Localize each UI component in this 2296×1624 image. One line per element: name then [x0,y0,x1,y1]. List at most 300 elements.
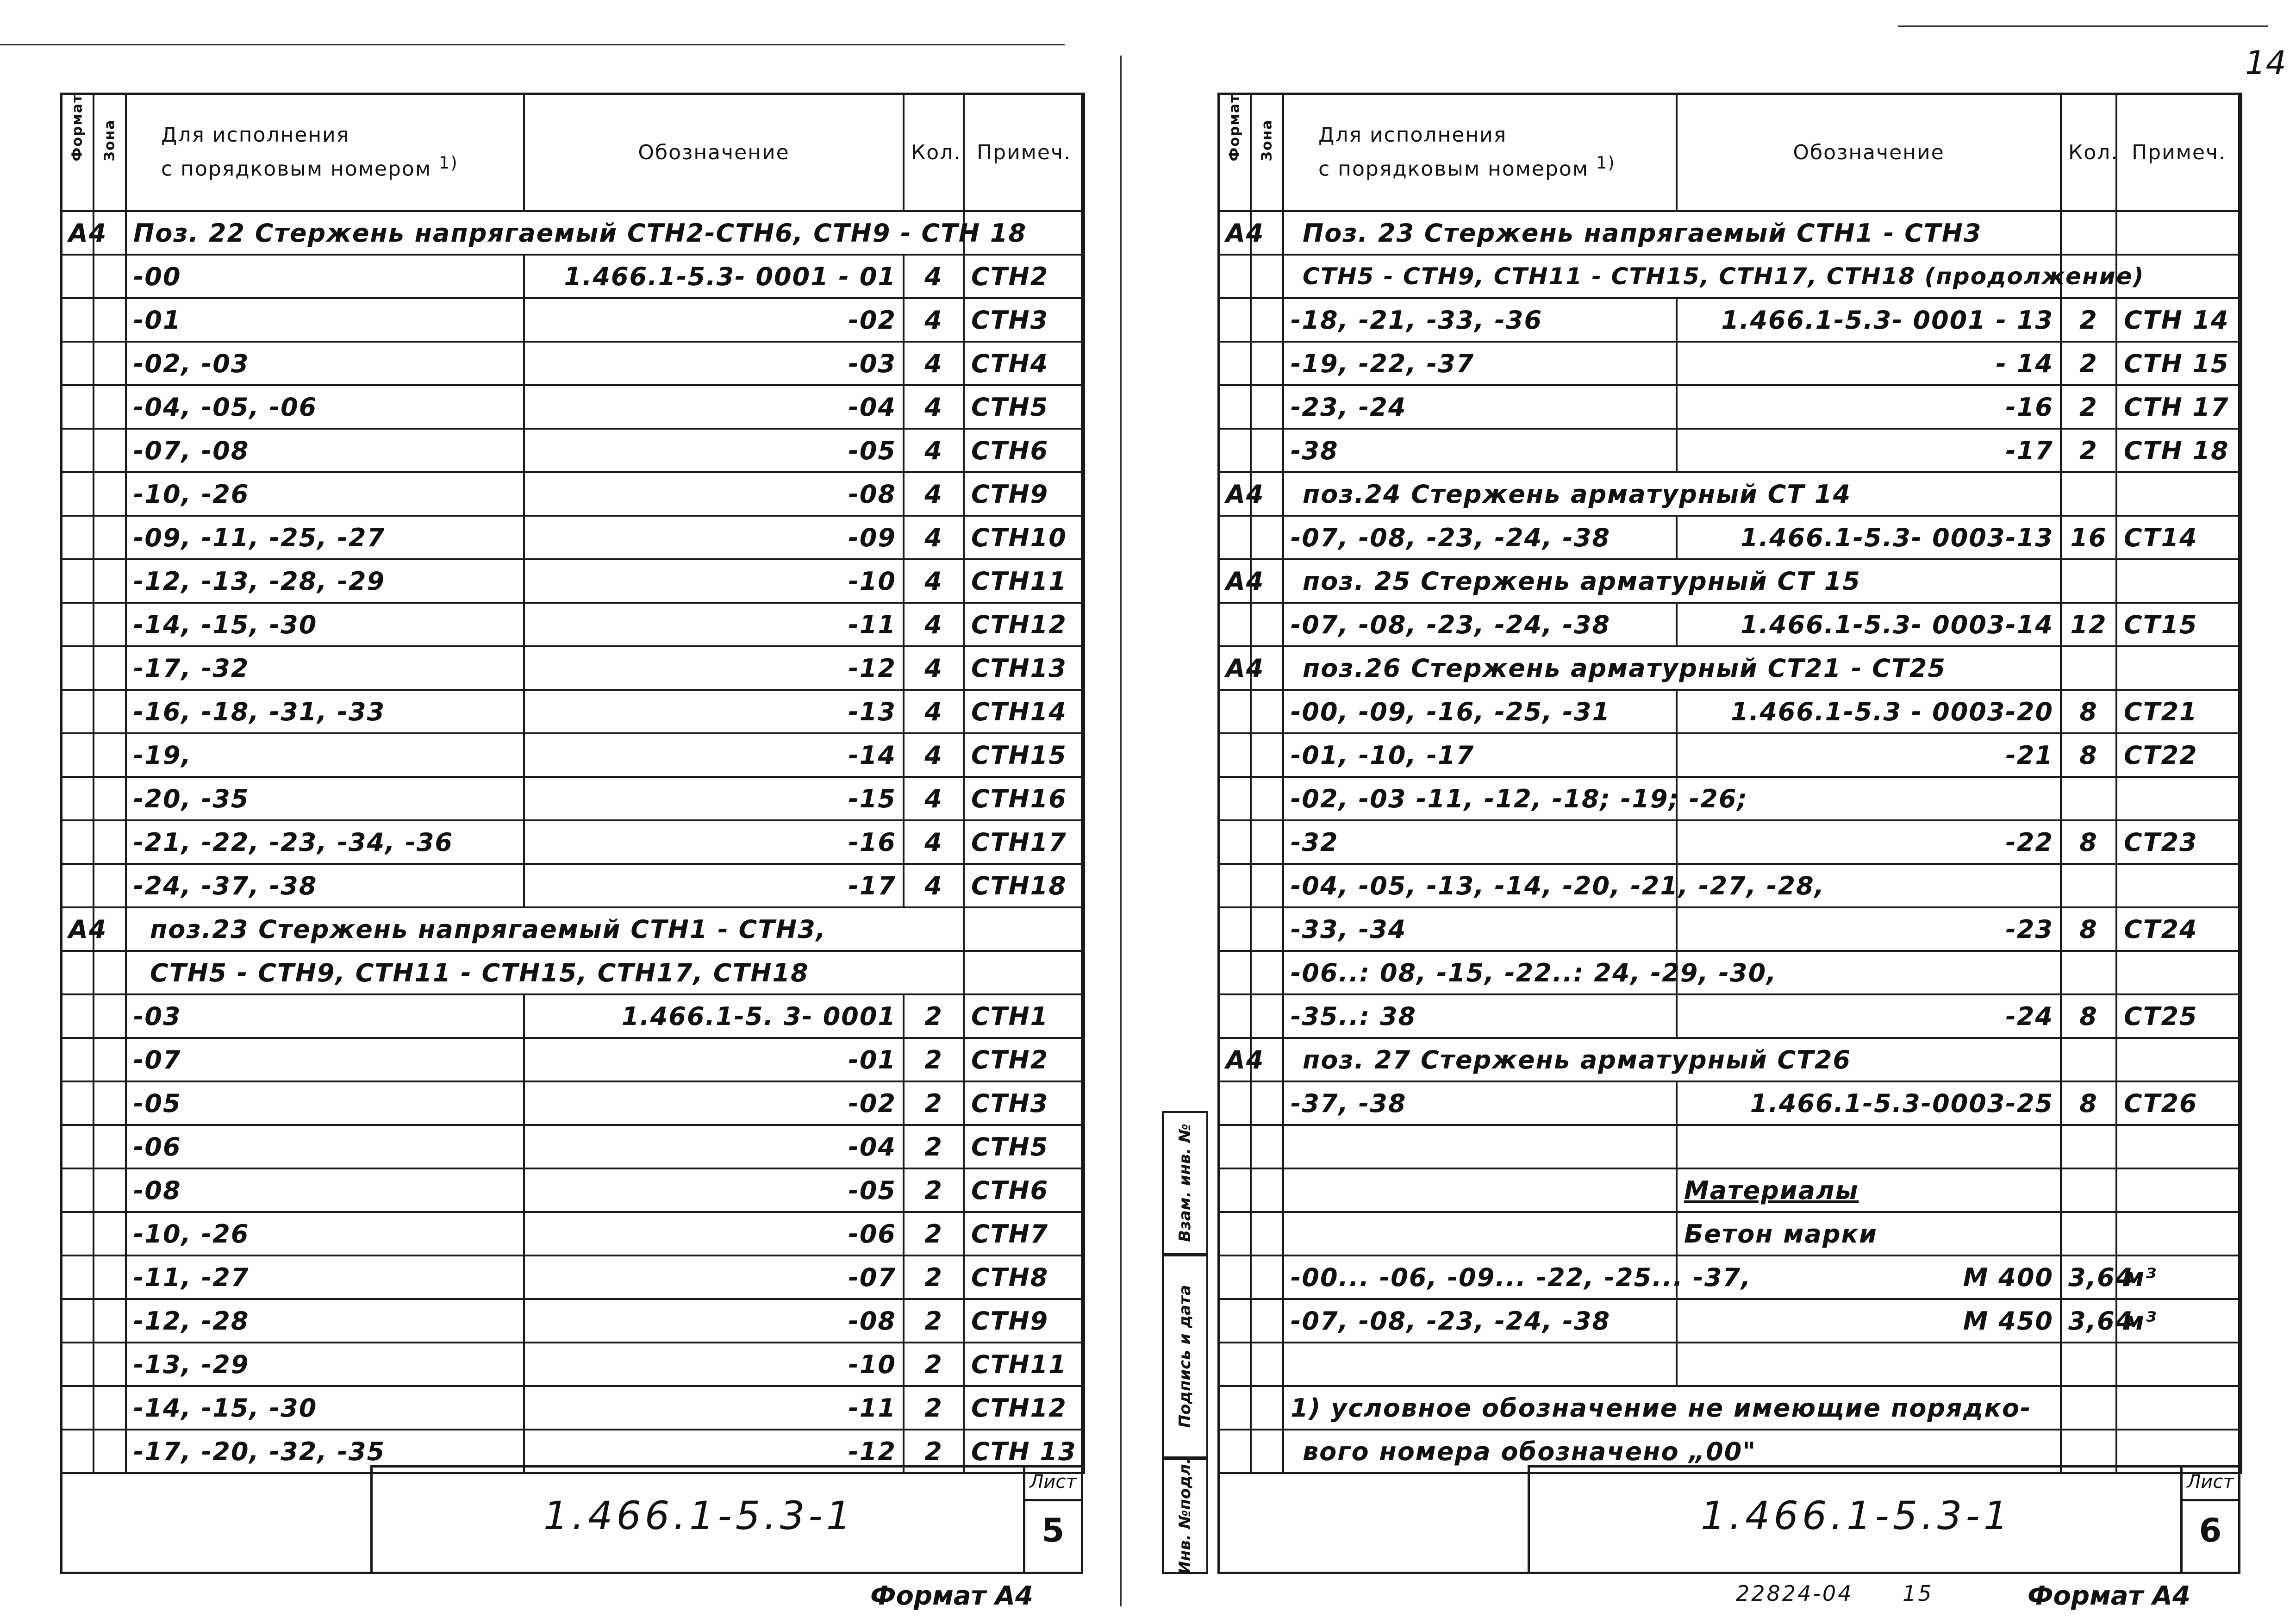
note-cell [2116,777,2241,820]
format-cell [61,603,94,646]
table-row [61,1125,1084,1168]
note-cell: СТН9 [964,1299,1084,1343]
zone-cell [1251,690,1283,733]
table-row [61,733,1084,777]
use-cell: -01 [126,298,524,342]
qty-cell: 8 [2061,994,2116,1038]
sheet-number: 5 [1042,1512,1065,1549]
designation-cell: -08 [524,472,904,516]
note-cell: СТН15 [964,733,1084,777]
use-cell: -20, -35 [126,777,524,820]
qty-cell: 2 [904,1343,964,1386]
table-row [1218,864,2241,907]
section-title: поз.24 Стержень арматурный СТ 14 [1283,472,2061,516]
format-cell [61,472,94,516]
use-cell: -11, -27 [126,1255,524,1299]
zone-cell [94,385,126,429]
qty-cell: 4 [904,820,964,864]
designation-cell: М 450 [1677,1299,2061,1343]
sheet-box [1023,1468,1081,1572]
qty-cell: 4 [904,646,964,690]
zone-cell [94,1386,126,1430]
qty-cell: 4 [904,385,964,429]
note-cell [2116,951,2241,994]
designation-cell: -17 [1677,429,2061,472]
qty-cell: 2 [2061,342,2116,385]
format-cell [1218,603,1251,646]
left-spec-table [60,93,1085,1474]
designation-cell: -11 [524,1386,904,1430]
table-row [61,559,1084,603]
qty-cell: 2 [2061,429,2116,472]
format-cell [61,1255,94,1299]
qty-cell [2061,951,2116,994]
zone-cell [94,1038,126,1081]
qty-cell: 8 [2061,820,2116,864]
note-cell: СТН4 [964,342,1084,385]
qty-cell [2061,777,2116,820]
zone-cell [94,1343,126,1386]
zone-cell [1251,516,1283,559]
table-row [1218,994,2241,1038]
sheet-number: 6 [2199,1512,2222,1549]
table-row [1218,429,2241,472]
designation-header: Обозначение [524,94,904,211]
use-cell: -37, -38 [1283,1081,1677,1125]
use-cell: -07, -08, -23, -24, -38 [1283,1299,1677,1343]
format-cell [61,1168,94,1212]
qty-cell: 4 [904,690,964,733]
qty-cell: 2 [904,1081,964,1125]
format-cell [1218,777,1251,820]
qty-cell: 2 [904,1038,964,1081]
section-title: поз.26 Стержень арматурный СТ21 - СТ25 [1283,646,2061,690]
qty-cell: 4 [904,733,964,777]
table-row [61,342,1084,385]
format-cell [1218,342,1251,385]
section-title: Поз. 23 Стержень напрягаемый СТН1 - СТН3 [1283,211,2061,255]
section-row [1218,646,2241,690]
zone-cell [1251,1299,1283,1343]
note-cell: СТН2 [964,1038,1084,1081]
designation-cell: 1.466.1-5.3 - 0003-20 [1677,690,2061,733]
section-row [61,211,1084,255]
side-strip-replaced-inv: Взам. инв. № [1162,1111,1208,1255]
use-cell: -06..: 08, -15, -22..: 24, -29, -30, [1283,951,1677,994]
table-row [61,429,1084,472]
zone-cell [94,1255,126,1299]
blank-row [1218,1343,2241,1386]
format-cell [1218,429,1251,472]
qty-cell: 4 [904,429,964,472]
designation-cell: -02 [524,298,904,342]
section-title-cont: СТН5 - СТН9, СТН11 - СТН15, СТН17, СТН18 (продолжение) [1283,255,2061,298]
zone-cell [94,994,126,1038]
designation-cell: -09 [524,516,904,559]
qty-cell: 3,64 [2061,1299,2116,1343]
designation-cell: -10 [524,1343,904,1386]
designation-cell: -23 [1677,907,2061,951]
note-cell: СТ21 [2116,690,2241,733]
section-title-cont: СТН5 - СТН9, СТН11 - СТН15, СТН17, СТН18 [126,951,964,994]
zone-cell [1251,298,1283,342]
format-cell: А4 [1218,1038,1251,1081]
qty-cell: 8 [2061,690,2116,733]
use-cell: -08 [126,1168,524,1212]
zone-header: Зона [94,94,126,211]
designation-cell: -01 [524,1038,904,1081]
zone-header: Зона [1251,94,1283,211]
format-cell [61,429,94,472]
table-row [61,1212,1084,1255]
sheet-label: Лист [1025,1471,1081,1501]
note-cell: СТН12 [964,603,1084,646]
zone-cell [94,298,126,342]
use-cell: -07 [126,1038,524,1081]
designation-cell: -12 [524,1430,904,1473]
use-cell: -32 [1283,820,1677,864]
note-cell: СТ14 [2116,516,2241,559]
use-cell: -00, -09, -16, -25, -31 [1283,690,1677,733]
table-row [1218,733,2241,777]
table-row [1218,385,2241,429]
zone-cell [94,255,126,298]
format-cell [61,1299,94,1343]
designation-cell: -16 [524,820,904,864]
format-cell [61,1081,94,1125]
qty-cell: 4 [904,342,964,385]
left-sheet [60,93,1083,1611]
zone-cell [94,1168,126,1212]
table-row [1218,516,2241,559]
table-row [1218,951,2241,994]
designation-cell: -11 [524,603,904,646]
table-row [61,777,1084,820]
table-row [61,690,1084,733]
qty-cell: 2 [904,1386,964,1430]
note-header: Примеч. [964,94,1084,211]
table-row [61,820,1084,864]
qty-cell: 4 [904,559,964,603]
zone-cell [1251,820,1283,864]
note-cell: СТН 18 [2116,429,2241,472]
format-cell: А4 [61,211,94,255]
document-code: 1.466.1-5.3-1 [1700,1493,2012,1538]
top-rule-left [0,44,1065,45]
materials-row [1218,1168,2241,1212]
format-cell [61,820,94,864]
table-row [61,646,1084,690]
footnote-row [1218,1386,2241,1430]
format-cell: А4 [1218,211,1251,255]
table-row [61,994,1084,1038]
use-cell: -03 [126,994,524,1038]
table-row [61,1255,1084,1299]
table-row [61,1343,1084,1386]
zone-cell [94,733,126,777]
center-fold-line [1120,56,1122,1606]
format-cell [1218,516,1251,559]
note-cell: СТН3 [964,298,1084,342]
qty-cell: 4 [904,472,964,516]
table-row [1218,907,2241,951]
qty-cell: 2 [2061,298,2116,342]
right-sheet [1217,93,2240,1611]
section-row [1218,472,2241,516]
format-cell [61,559,94,603]
note-cell: СТН11 [964,559,1084,603]
format-cell [61,1038,94,1081]
format-cell [61,342,94,385]
designation-cell: 1.466.1-5.3- 0001 - 13 [1677,298,2061,342]
use-cell: -35..: 38 [1283,994,1677,1038]
note-cell: СТН 13 [964,1430,1084,1473]
zone-cell [94,864,126,907]
note-cell: СТ22 [2116,733,2241,777]
zone-cell [1251,429,1283,472]
note-cell: СТН8 [964,1255,1084,1299]
format-header: Формат [61,94,94,211]
table-row [61,1081,1084,1125]
concrete-title: Бетон марки [1677,1212,2061,1255]
use-cell: -19, -22, -37 [1283,342,1677,385]
note-cell: СТН5 [964,385,1084,429]
note-cell: СТН13 [964,646,1084,690]
table-row [1218,777,2241,820]
section-row [1218,211,2241,255]
zone-cell [94,559,126,603]
table-row [61,603,1084,646]
note-cell: СТН 17 [2116,385,2241,429]
zone-cell [94,342,126,385]
use-cell: -09, -11, -25, -27 [126,516,524,559]
format-cell [61,1212,94,1255]
designation-cell: -05 [524,1168,904,1212]
zone-cell [94,603,126,646]
format-cell [61,298,94,342]
use-cell: -23, -24 [1283,385,1677,429]
use-cell: -05 [126,1081,524,1125]
use-cell: -10, -26 [126,1212,524,1255]
table-row [61,1299,1084,1343]
title-block [370,1465,1083,1574]
use-cell: -12, -13, -28, -29 [126,559,524,603]
designation-cell: -16 [1677,385,2061,429]
zone-cell [1251,733,1283,777]
note-cell [2116,864,2241,907]
format-cell [61,1386,94,1430]
note-cell: СТ24 [2116,907,2241,951]
qty-cell: 4 [904,864,964,907]
format-cell [61,994,94,1038]
note-cell: СТН12 [964,1386,1084,1430]
note-cell: СТН6 [964,429,1084,472]
table-row [1218,820,2241,864]
designation-cell: М 400 [1677,1255,2061,1299]
section-title: Поз. 22 Стержень напрягаемый СТН2-СТН6, СТН9 - СТН 18 [126,211,964,255]
footnote-line-1: 1) условное обозначение не имеющие порядко- [1283,1386,2061,1430]
format-cell [1218,298,1251,342]
note-cell: СТ25 [2116,994,2241,1038]
use-cell: -10, -26 [126,472,524,516]
zone-cell [94,1125,126,1168]
table-row [61,255,1084,298]
page-corner-number: 14 [2245,44,2287,82]
format-cell [61,385,94,429]
designation-cell: - 14 [1677,342,2061,385]
designation-cell: -21 [1677,733,2061,777]
table-row [1218,1299,2241,1343]
use-cell: -01, -10, -17 [1283,733,1677,777]
use-cell: -12, -28 [126,1299,524,1343]
format-cell [1218,951,1251,994]
use-cell: -04, -05, -13, -14, -20, -21, -27, -28, [1283,864,1677,907]
qty-cell: 16 [2061,516,2116,559]
note-cell: СТН 15 [2116,342,2241,385]
use-cell: -07, -08, -23, -24, -38 [1283,516,1677,559]
table-row [61,1168,1084,1212]
qty-header: Кол. [904,94,964,211]
note-cell: СТН5 [964,1125,1084,1168]
table-row [61,1038,1084,1081]
designation-cell: -14 [524,733,904,777]
section-title: поз. 25 Стержень арматурный СТ 15 [1283,559,2061,603]
use-header: Для исполнения с порядковым номером $^{1)}$ [126,94,524,211]
note-cell: СТ26 [2116,1081,2241,1125]
designation-cell: -02 [524,1081,904,1125]
designation-cell: -04 [524,385,904,429]
table-row [61,1386,1084,1430]
qty-cell: 4 [904,603,964,646]
format-cell [61,733,94,777]
use-cell: -14, -15, -30 [126,1386,524,1430]
note-cell: СТН17 [964,820,1084,864]
designation-cell: -07 [524,1255,904,1299]
footnote-line-2: вого номера обозначено „00" [1283,1430,2061,1473]
zone-cell [1251,864,1283,907]
qty-cell: 12 [2061,603,2116,646]
use-cell: -13, -29 [126,1343,524,1386]
document-code: 1.466.1-5.3-1 [543,1493,855,1538]
table-row [1218,690,2241,733]
format-cell [1218,820,1251,864]
format-cell [61,255,94,298]
use-cell: -06 [126,1125,524,1168]
qty-cell: 2 [904,1255,964,1299]
concrete-row [1218,1212,2241,1255]
archive-sheet: 15 [1903,1581,1934,1606]
note-cell: СТН9 [964,472,1084,516]
top-rule-right [1898,25,2268,27]
use-cell: -00 [126,255,524,298]
zone-cell [1251,994,1283,1038]
qty-cell: 2 [904,1299,964,1343]
format-cell [61,516,94,559]
section-row [1218,255,2241,298]
section-title: поз.23 Стержень напрягаемый СТН1 - СТН3, [126,907,964,951]
use-cell: -00... -06, -09... -22, -25... -37, [1283,1255,1677,1299]
use-cell: -02, -03 [126,342,524,385]
use-cell: -17, -20, -32, -35 [126,1430,524,1473]
qty-cell: 4 [904,255,964,298]
designation-cell: -12 [524,646,904,690]
designation-cell: 1.466.1-5. 3- 0001 [524,994,904,1038]
format-cell [61,1430,94,1473]
section-row [1218,1038,2241,1081]
archive-number: 22824-04 [1736,1581,1853,1606]
note-cell: СТ23 [2116,820,2241,864]
format-cell: А4 [1218,472,1251,516]
blank-row [1218,1125,2241,1168]
table-row [61,298,1084,342]
format-cell [61,646,94,690]
designation-header: Обозначение [1677,94,2061,211]
qty-cell: 2 [2061,385,2116,429]
use-header: Для исполнения с порядковым номером $^{1)}$ [1283,94,1677,211]
note-cell: СТН14 [964,690,1084,733]
note-cell: м³ [2116,1255,2241,1299]
designation-cell: -05 [524,429,904,472]
designation-cell: 1.466.1-5.3- 0003-13 [1677,516,2061,559]
zone-cell [94,429,126,472]
sheet-label: Лист [2183,1471,2238,1501]
designation-cell: -24 [1677,994,2061,1038]
note-cell: СТН18 [964,864,1084,907]
designation-cell: -08 [524,1299,904,1343]
designation-cell: 1.466.1-5.3- 0001 - 01 [524,255,904,298]
use-cell: -21, -22, -23, -34, -36 [126,820,524,864]
qty-cell: 2 [904,1168,964,1212]
zone-cell [94,472,126,516]
format-label: Формат А4 [2028,1581,2190,1611]
designation-cell: -15 [524,777,904,820]
use-cell: -07, -08 [126,429,524,472]
use-cell: -33, -34 [1283,907,1677,951]
zone-cell [94,646,126,690]
title-block [1528,1465,2240,1574]
table-row [1218,1255,2241,1299]
side-strip-signature: Подпись и дата [1162,1255,1208,1458]
note-cell: СТН3 [964,1081,1084,1125]
zone-cell [94,690,126,733]
format-label: Формат А4 [870,1581,1033,1611]
format-cell [61,1343,94,1386]
format-cell [1218,1255,1251,1299]
note-cell: СТ15 [2116,603,2241,646]
qty-cell [2061,864,2116,907]
qty-cell: 8 [2061,907,2116,951]
format-cell [1218,1299,1251,1343]
format-cell [61,690,94,733]
qty-cell: 2 [904,994,964,1038]
section-row [61,907,1084,951]
qty-cell: 4 [904,516,964,559]
use-cell: -16, -18, -31, -33 [126,690,524,733]
designation-cell: -10 [524,559,904,603]
table-header [61,94,1084,211]
format-cell: А4 [61,907,94,951]
note-cell: СТН2 [964,255,1084,298]
zone-cell [1251,385,1283,429]
format-cell [61,864,94,907]
format-cell [1218,907,1251,951]
section-row [1218,559,2241,603]
use-cell: -24, -37, -38 [126,864,524,907]
zone-cell [1251,1081,1283,1125]
zone-cell [94,1081,126,1125]
note-cell: СТН6 [964,1168,1084,1212]
zone-cell [1251,951,1283,994]
